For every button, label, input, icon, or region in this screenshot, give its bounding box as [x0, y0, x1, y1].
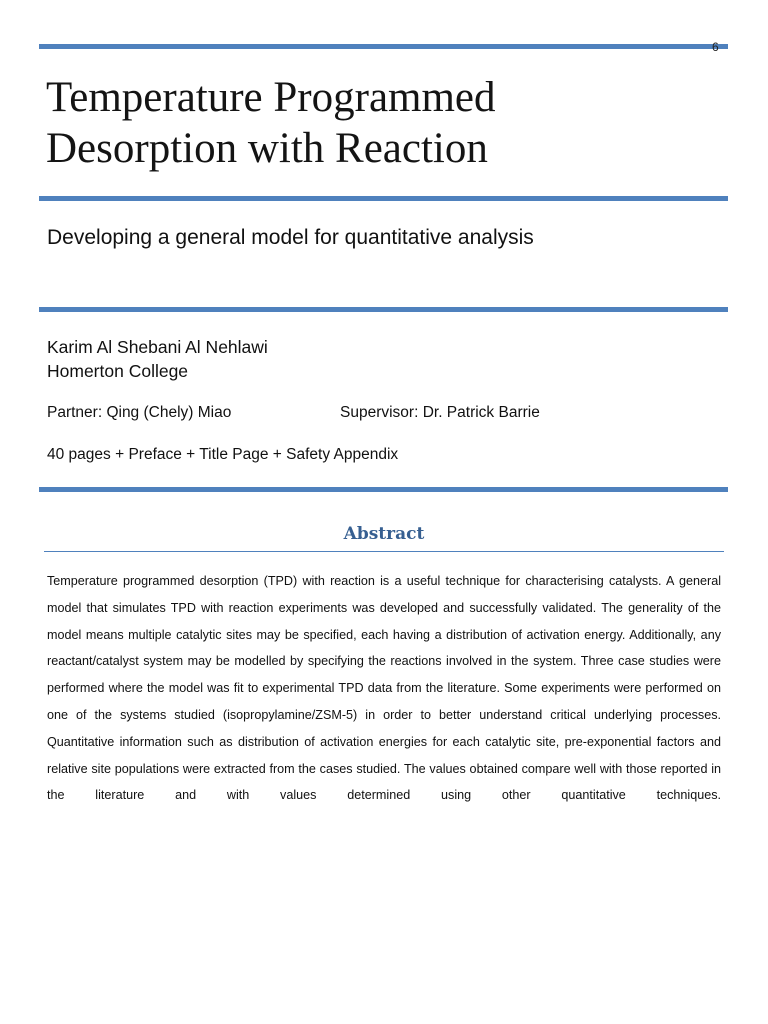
- subtitle: Developing a general model for quantitative analysis: [47, 226, 534, 249]
- abstract-heading: Abstract: [343, 524, 425, 544]
- author-block: [47, 336, 268, 383]
- page-title: [46, 72, 726, 174]
- author-rule: [39, 487, 728, 492]
- page-number: 6: [712, 40, 719, 54]
- author-college: Homerton College: [47, 360, 189, 381]
- title-line-1: Temperature Programmed: [46, 74, 496, 121]
- supervisor-info: Supervisor: Dr. Patrick Barrie: [340, 404, 540, 421]
- top-rule: [39, 44, 728, 49]
- title-rule: [39, 196, 728, 201]
- page-count: 40 pages + Preface + Title Page + Safety Appendix: [47, 446, 399, 463]
- title-line-2: Desorption with Reaction: [46, 125, 488, 172]
- subtitle-rule: [39, 307, 728, 312]
- abstract-body: Temperature programmed desorption (TPD) with reaction is a useful technique for characterising catalysts. A general model that simulates TPD with reaction experiments was developed and successfully validated. The generality of the model means multiple catalytic sites may be specified, each having a distribution of activation energy. Additionally, any reactant/catalyst system may be modelled by specifying the reactions involved in the system. Three case studies were performed where the model was fit to experimental TPD data from the literature. Some experiments were performed on one of the systems studied (isopropylamine/ZSM-5) in order to better understand critical underlying processes. Quantitative information such as distribution of activation energies for each catalytic site, pre-exponential factors and relative site populations were extracted from the cases studied. The values obtained compare well with those reported in the literature and with values determined using other quantitative techniques.: [47, 574, 721, 803]
- abstract-rule: [44, 551, 724, 552]
- author-name: Karim Al Shebani Al Nehlawi: [47, 337, 268, 357]
- partner-info: Partner: Qing (Chely) Miao: [47, 404, 232, 421]
